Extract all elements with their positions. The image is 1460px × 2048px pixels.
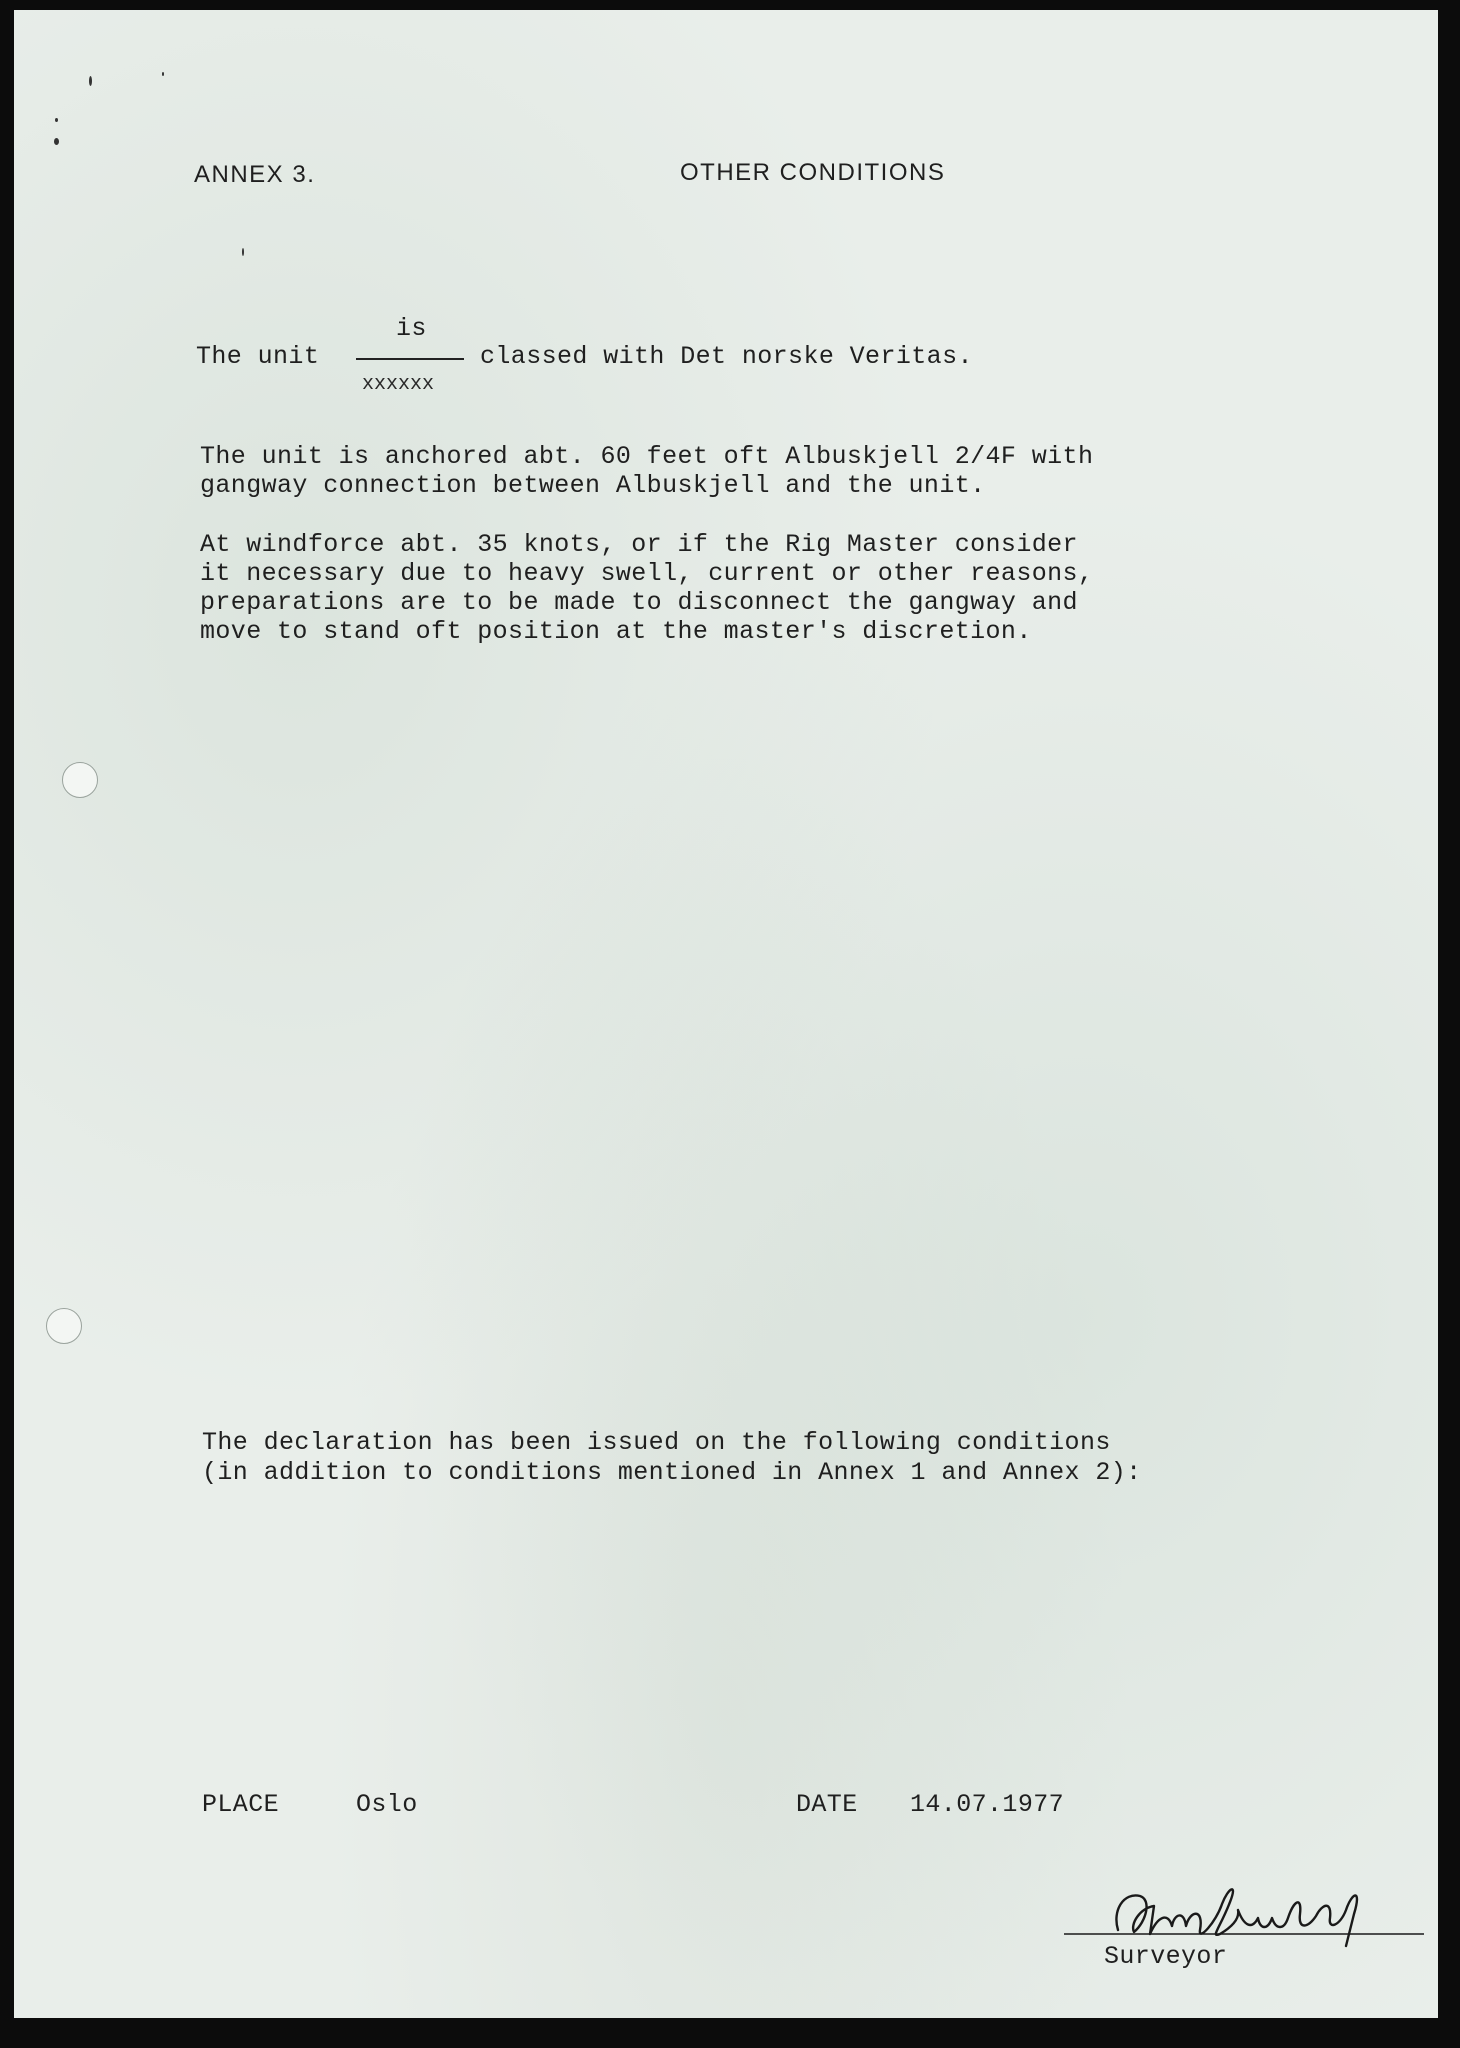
speck <box>55 118 58 122</box>
classification-choice-selected: is <box>396 314 427 343</box>
document-page <box>14 10 1438 2018</box>
date-value: 14.07.1977 <box>910 1790 1065 1819</box>
paragraph-line: move to stand oft position at the master's discretion. <box>200 617 1032 646</box>
page-title: OTHER CONDITIONS <box>680 159 946 186</box>
date-label: DATE <box>796 1790 858 1819</box>
paragraph-line: it necessary due to heavy swell, current or other reasons, <box>200 559 1094 588</box>
speck <box>54 138 59 145</box>
place-label: PLACE <box>202 1790 280 1819</box>
surveyor-label: Surveyor <box>1104 1942 1228 1971</box>
speck <box>162 72 164 76</box>
paragraph-line: (in addition to conditions mentioned in Annex 1 and Annex 2): <box>202 1458 1142 1487</box>
classification-choice-struck: xxxxxx <box>362 373 435 396</box>
speck <box>89 76 92 86</box>
paragraph-line: At windforce abt. 35 knots, or if the Rig Master consider <box>200 530 1078 559</box>
paragraph-line: The unit is anchored abt. 60 feet oft Albuskjell 2/4F with <box>200 442 1094 471</box>
paragraph-line: preparations are to be made to disconnect the gangway and <box>200 588 1078 617</box>
speck <box>242 248 244 256</box>
classification-fraction-line <box>356 358 464 360</box>
punch-hole-top <box>62 762 98 798</box>
classification-suffix: classed with Det norske Veritas. <box>480 342 973 371</box>
place-value: Oslo <box>356 1790 418 1819</box>
classification-prefix: The unit <box>196 342 320 371</box>
paragraph-line: gangway connection between Albuskjell and the unit. <box>200 471 986 500</box>
punch-hole-bottom <box>46 1308 82 1344</box>
annex-label: ANNEX 3. <box>194 161 316 188</box>
paragraph-line: The declaration has been issued on the following conditions <box>202 1428 1111 1457</box>
